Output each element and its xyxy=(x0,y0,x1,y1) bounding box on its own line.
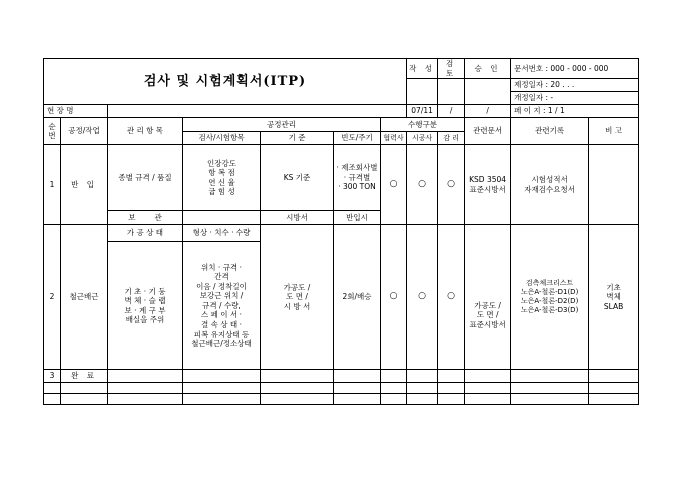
blank-row xyxy=(44,394,639,405)
row2-records: 검측체크리스트 노은A-철론-D1(D) 노은A-철론-D2(D) 노은A-철론-D3(D) xyxy=(511,225,589,370)
row3-process: 완 료 xyxy=(61,370,108,383)
row2-test-top: 형상 · 치수 · 수량 xyxy=(183,225,261,242)
row2-mgmt: 기 초 · 기 둥 벽 체 · 슬 랩 보 · 계 구 부 배실을 주위 xyxy=(108,242,183,370)
row2-mgmt-top: 가 공 상 태 xyxy=(108,225,183,242)
row1-mark-contractor: ○ xyxy=(407,145,438,225)
row2-mark-contractor: ○ xyxy=(407,225,438,370)
col-header-process: 공정/작업 xyxy=(61,118,108,145)
col-header-remarks: 비 고 xyxy=(589,118,639,145)
row3-no: 3 xyxy=(44,370,61,383)
row2-process: 철근배근 xyxy=(61,225,108,370)
row1-frequency: · 제조회사별 · 규격별 · 300 TON xyxy=(334,145,381,211)
date-author: 07/11 xyxy=(407,105,438,118)
col-header-process-mgmt: 공정관리 xyxy=(183,118,381,132)
date-approver: / xyxy=(465,105,511,118)
col-header-supervisor: 감 리 xyxy=(438,132,465,145)
itp-sheet xyxy=(43,58,638,405)
row2-remarks: 기초 벽체 SLAB xyxy=(589,225,639,370)
sign-box-author xyxy=(407,79,438,105)
itp-table xyxy=(43,58,639,405)
row1-remarks xyxy=(589,145,639,225)
sign-box-approver xyxy=(465,79,511,105)
col-header-partner: 협력사 xyxy=(381,132,407,145)
approval-header-approver: 승 인 xyxy=(465,59,511,79)
col-header-no: 순 번 xyxy=(44,118,61,145)
row1-mgmt: 종별 규격 / 품질 xyxy=(108,145,183,211)
site-name-label: 현 장 명 xyxy=(44,105,108,118)
sign-box-reviewer xyxy=(438,79,465,105)
row1-sub-frequency: 반입시 xyxy=(334,211,381,225)
row1-docs: KSD 3504 표준시방서 xyxy=(465,145,511,225)
row1-test: 인장강도 항 복 점 연 신 율 굽 힘 성 xyxy=(183,145,261,211)
row1-no: 1 xyxy=(44,145,61,225)
page-count: 페 이 지 : 1 / 1 xyxy=(511,105,639,118)
row1-sub-mgmt: 보 관 xyxy=(108,211,183,225)
revised-date: 개정일자 : - xyxy=(511,92,639,105)
site-name-value xyxy=(108,105,407,118)
col-header-frequency: 빈도/주기 xyxy=(334,132,381,145)
row2-frequency: 2회/배승 xyxy=(334,225,381,370)
row1-mark-supervisor: ○ xyxy=(438,145,465,225)
approval-header-reviewer: 검 토 xyxy=(438,59,465,79)
doc-number: 문서번호 : 000 - 000 - 000 xyxy=(511,59,639,79)
approval-header-author: 작 성 xyxy=(407,59,438,79)
col-header-docs: 관련문서 xyxy=(465,118,511,145)
row1-sub-test xyxy=(183,211,261,225)
col-header-standard: 기 준 xyxy=(261,132,334,145)
col-header-contractor: 시공사 xyxy=(407,132,438,145)
row1-mark-partner: ○ xyxy=(381,145,407,225)
doc-title: 검사 및 시험계획서(ITP) xyxy=(44,59,407,105)
row2-standard: 가공도 / 도 면 / 시 방 서 xyxy=(261,225,334,370)
col-header-mgmt-item: 관 리 항 목 xyxy=(108,118,183,145)
row2-mark-partner: ○ xyxy=(381,225,407,370)
row1-records: 시험성적서 자재검수요청서 xyxy=(511,145,589,225)
row2-no: 2 xyxy=(44,225,61,370)
date-reviewer: / xyxy=(438,105,465,118)
row1-sub-standard: 시방서 xyxy=(261,211,334,225)
row2-mark-supervisor: ○ xyxy=(438,225,465,370)
col-header-test-item: 검사/시험항목 xyxy=(183,132,261,145)
row2-docs: 가공도 / 도 면 / 표준시방서 xyxy=(465,225,511,370)
row1-standard: KS 기준 xyxy=(261,145,334,211)
blank-row xyxy=(44,383,639,394)
row1-process: 반 입 xyxy=(61,145,108,225)
col-header-exec: 수행구분 xyxy=(381,118,465,132)
established-date: 제정일자 : 20 . . . xyxy=(511,79,639,92)
col-header-records: 관련기록 xyxy=(511,118,589,145)
row2-test: 위치 · 규격 · 간격 이음 / 정착길이 보강근 위치 / 규격 / 수량, 스 페 이 서 · 결 속 상 태 · 피복 유지상태 등 철근배근/정소상태 xyxy=(183,242,261,370)
